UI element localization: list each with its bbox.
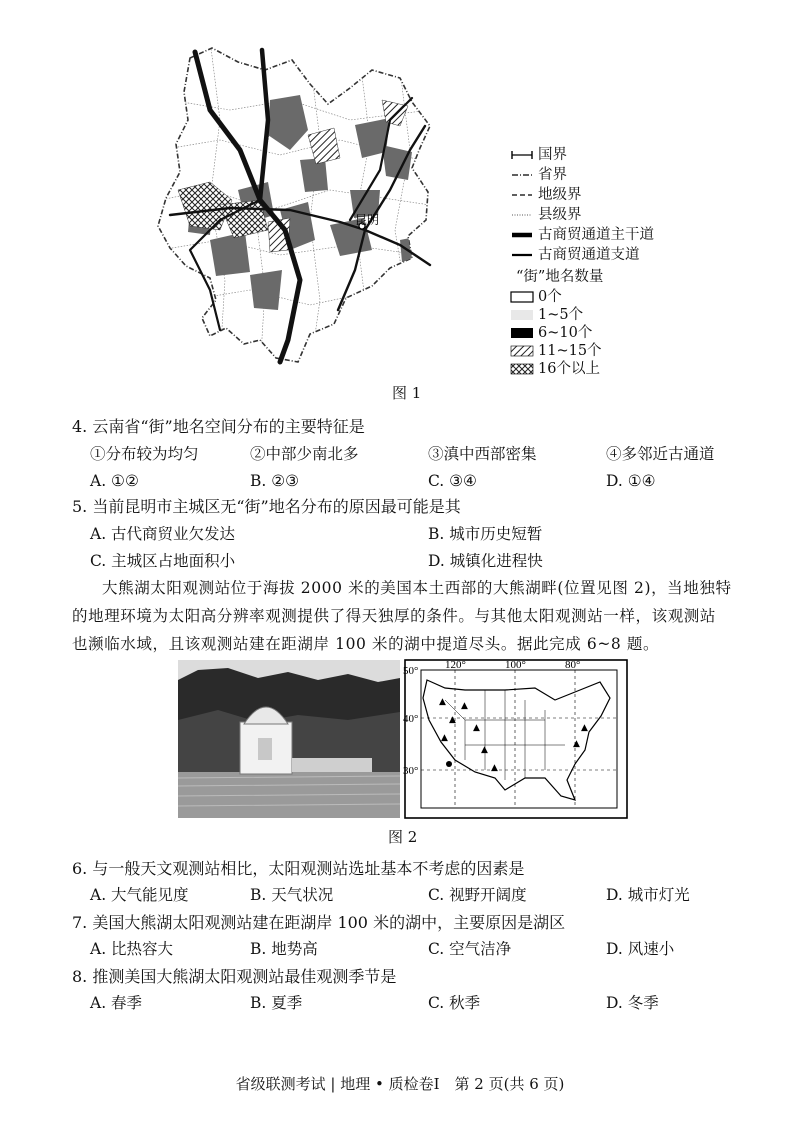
q4-option-b[interactable]: B. ②③ bbox=[250, 472, 300, 490]
lon-label-100: 100° bbox=[505, 659, 526, 671]
legend-county-boundary bbox=[510, 206, 582, 224]
q7-stem: 7. 美国大熊湖太阳观测站建在距湖岸 100 米的湖中，主要原因是湖区 bbox=[72, 913, 566, 932]
legend-label: 县级界 bbox=[538, 207, 582, 223]
legend-province-boundary bbox=[510, 166, 567, 184]
legend-count-title bbox=[516, 268, 603, 286]
branch-road-symbol bbox=[510, 249, 534, 261]
legend-label: 国界 bbox=[538, 147, 567, 163]
legend-count-6-10 bbox=[510, 324, 592, 342]
q6-option-d[interactable]: D. 城市灯光 bbox=[606, 886, 690, 904]
lat-label-30: 30° bbox=[403, 765, 419, 777]
q8-option-a[interactable]: A. 春季 bbox=[90, 994, 143, 1012]
us-location-map bbox=[405, 660, 627, 818]
count-16plus-symbol bbox=[510, 363, 534, 375]
province-boundary-symbol bbox=[510, 169, 534, 181]
count-1-5-symbol bbox=[510, 309, 534, 321]
mountain-icon: ▲ bbox=[449, 715, 456, 725]
q5-option-c[interactable]: C. 主城区占地面积小 bbox=[90, 552, 236, 570]
legend-label: 省界 bbox=[538, 167, 567, 183]
legend-label: 11~15个 bbox=[538, 343, 602, 359]
q4-item-4: ④多邻近古通道 bbox=[606, 445, 715, 463]
legend-prefecture-boundary bbox=[510, 186, 582, 204]
q8-option-c[interactable]: C. 秋季 bbox=[428, 994, 481, 1012]
lat-label-40: 40° bbox=[403, 713, 419, 725]
q5-option-a[interactable]: A. 古代商贸业欠发达 bbox=[90, 525, 236, 543]
kunming-label: 昆明 bbox=[355, 213, 380, 227]
q6-option-b[interactable]: B. 天气状况 bbox=[250, 886, 334, 904]
legend-count-1-5 bbox=[510, 306, 583, 324]
observatory-photo bbox=[178, 660, 400, 818]
q5-stem: 5. 当前昆明市主城区无“街”地名分布的原因最可能是其 bbox=[72, 497, 461, 516]
big-bear-lake-marker bbox=[446, 761, 452, 767]
q5-option-d[interactable]: D. 城镇化进程快 bbox=[428, 552, 543, 570]
lon-label-120: 120° bbox=[445, 659, 466, 671]
q8-option-b[interactable]: B. 夏季 bbox=[250, 994, 303, 1012]
legend-label: 地级界 bbox=[538, 187, 582, 203]
legend-label: 古商贸通道主干道 bbox=[538, 227, 654, 243]
legend-label: 0个 bbox=[538, 289, 562, 305]
q7-option-d[interactable]: D. 风速小 bbox=[606, 940, 675, 958]
q6-stem: 6. 与一般天文观测站相比，太阳观测站选址基本不考虑的因素是 bbox=[72, 859, 525, 878]
legend-label: 1~5个 bbox=[538, 307, 584, 323]
legend-count-0 bbox=[510, 288, 562, 306]
q4-stem: 4. 云南省“街”地名空间分布的主要特征是 bbox=[72, 417, 365, 436]
q7-option-c[interactable]: C. 空气洁净 bbox=[428, 940, 512, 958]
passage-text: 大熊湖太阳观测站位于海拔 2000 米的美国本土西部的大熊湖畔(位置见图 2)，当地独特的地理环境为太阳高分辨率观测提供了得天独厚的条件。与其他太阳观测站一样，该观测站也濒临水域，且该观测站建在距湖岸 100 米的湖中提道尽头。据此完成 6~8 题。 bbox=[72, 579, 732, 653]
mountain-icon: ▲ bbox=[441, 733, 448, 743]
q4-item-3: ③滇中西部密集 bbox=[428, 445, 537, 463]
county-boundary-symbol bbox=[510, 209, 534, 221]
q4-item-1: ①分布较为均匀 bbox=[90, 445, 199, 463]
lat-label-50: 50° bbox=[403, 665, 419, 677]
yunnan-map bbox=[150, 40, 500, 385]
legend-main-road bbox=[510, 226, 654, 244]
mountain-icon: ▲ bbox=[473, 723, 480, 733]
mountain-icon: ▲ bbox=[573, 739, 580, 749]
mountain-icon: ▲ bbox=[481, 745, 488, 755]
mountain-icon: ▲ bbox=[461, 701, 468, 711]
legend-branch-road bbox=[510, 246, 640, 264]
count-6-10-symbol bbox=[510, 327, 534, 339]
q4-option-d[interactable]: D. ①④ bbox=[606, 472, 656, 490]
lon-label-80: 80° bbox=[565, 659, 581, 671]
national-boundary-symbol bbox=[510, 149, 534, 161]
q7-option-b[interactable]: B. 地势高 bbox=[250, 940, 318, 958]
mountain-icon: ▲ bbox=[491, 763, 498, 773]
count-0-symbol bbox=[510, 291, 534, 303]
legend-label: 古商贸通道支道 bbox=[538, 247, 640, 263]
legend-count-16plus bbox=[510, 360, 600, 378]
legend-label: 6~10个 bbox=[538, 325, 593, 341]
main-road-symbol bbox=[510, 229, 534, 241]
q8-stem: 8. 推测美国大熊湖太阳观测站最佳观测季节是 bbox=[72, 967, 397, 986]
figure2-caption: 图 2 bbox=[388, 828, 418, 846]
q8-option-d[interactable]: D. 冬季 bbox=[606, 994, 659, 1012]
q6-option-c[interactable]: C. 视野开阔度 bbox=[428, 886, 527, 904]
q4-option-a[interactable]: A. ①② bbox=[90, 472, 139, 490]
q5-option-b[interactable]: B. 城市历史短暂 bbox=[428, 525, 543, 543]
legend-label: 16个以上 bbox=[538, 361, 600, 377]
legend-count-11-15 bbox=[510, 342, 602, 360]
prefecture-boundary-symbol bbox=[510, 189, 534, 201]
mountain-icon: ▲ bbox=[581, 723, 588, 733]
q4-option-c[interactable]: C. ③④ bbox=[428, 472, 477, 490]
q4-item-2: ②中部少南北多 bbox=[250, 445, 359, 463]
page-footer: 省级联测考试 | 地理 • 质检卷Ⅰ 第 2 页(共 6 页) bbox=[235, 1075, 565, 1093]
count-11-15-symbol bbox=[510, 345, 534, 357]
figure1-caption: 图 1 bbox=[392, 384, 422, 402]
mountain-icon: ▲ bbox=[439, 697, 446, 707]
legend-national-boundary bbox=[510, 146, 567, 164]
legend-title: “街”地名数量 bbox=[516, 269, 604, 285]
q7-option-a[interactable]: A. 比热容大 bbox=[90, 940, 174, 958]
q6-option-a[interactable]: A. 大气能见度 bbox=[90, 886, 189, 904]
